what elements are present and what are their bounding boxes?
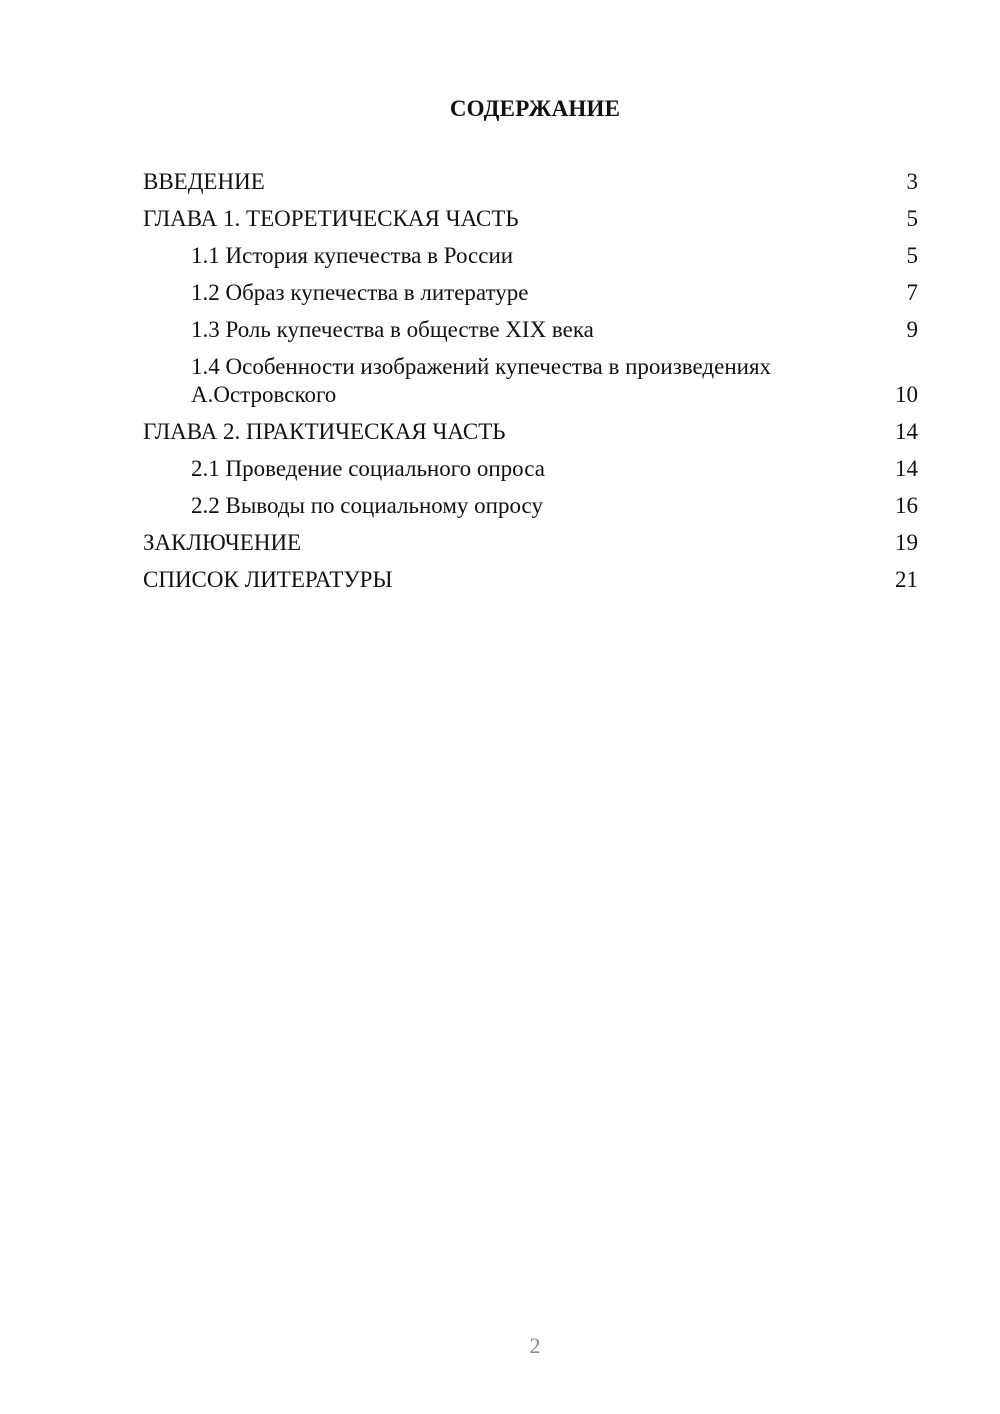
toc-entry-label: ГЛАВА 1. ТЕОРЕТИЧЕСКАЯ ЧАСТЬ: [143, 206, 519, 231]
toc-entry[interactable]: [143, 168, 918, 196]
toc-entry-label: СПИСОК ЛИТЕРАТУРЫ: [143, 567, 393, 592]
toc-entry[interactable]: [143, 566, 918, 594]
toc-entry-page: 7: [906, 280, 918, 305]
toc-entry[interactable]: [143, 529, 918, 557]
toc-entry[interactable]: [143, 492, 918, 520]
toc-entry-label: 2.2 Выводы по социальному опросу: [191, 493, 543, 518]
toc-entry-page: 14: [895, 419, 918, 444]
toc-entry[interactable]: [143, 316, 918, 344]
page-title: СОДЕРЖАНИЕ: [449, 96, 621, 121]
toc-entry[interactable]: [143, 455, 918, 483]
table-of-contents: [143, 168, 918, 603]
toc-entry[interactable]: [143, 279, 918, 307]
toc-entry-page: 3: [906, 169, 918, 194]
toc-entry-label: ВВЕДЕНИЕ: [143, 169, 265, 194]
toc-entry[interactable]: [143, 353, 918, 409]
toc-entry-label: 1.3 Роль купечества в обществе XIX века: [191, 317, 594, 342]
toc-entry-page: 5: [906, 206, 918, 231]
toc-entry-page: 10: [895, 382, 918, 407]
toc-entry-page: 9: [906, 317, 918, 342]
toc-entry-page: 16: [895, 493, 918, 518]
page-number: 2: [529, 1333, 541, 1358]
toc-entry[interactable]: [143, 242, 918, 270]
toc-entry-label: ГЛАВА 2. ПРАКТИЧЕСКАЯ ЧАСТЬ: [143, 419, 506, 444]
toc-entry-label: 1.1 История купечества в России: [191, 243, 514, 268]
toc-entry-page: 5: [906, 243, 918, 268]
toc-entry-page: 21: [895, 567, 918, 592]
toc-entry[interactable]: [143, 205, 918, 233]
toc-entry[interactable]: [143, 418, 918, 446]
toc-entry-page: 14: [895, 456, 918, 481]
toc-entry-label: ЗАКЛЮЧЕНИЕ: [143, 530, 302, 555]
toc-entry-label: 2.1 Проведение социального опроса: [191, 456, 545, 481]
toc-entry-page: 19: [895, 530, 918, 555]
toc-entry-label: 1.4 Особенности изображений купечества в произведениях А.Островского: [191, 354, 772, 407]
toc-entry-label: 1.2 Образ купечества в литературе: [191, 280, 529, 305]
